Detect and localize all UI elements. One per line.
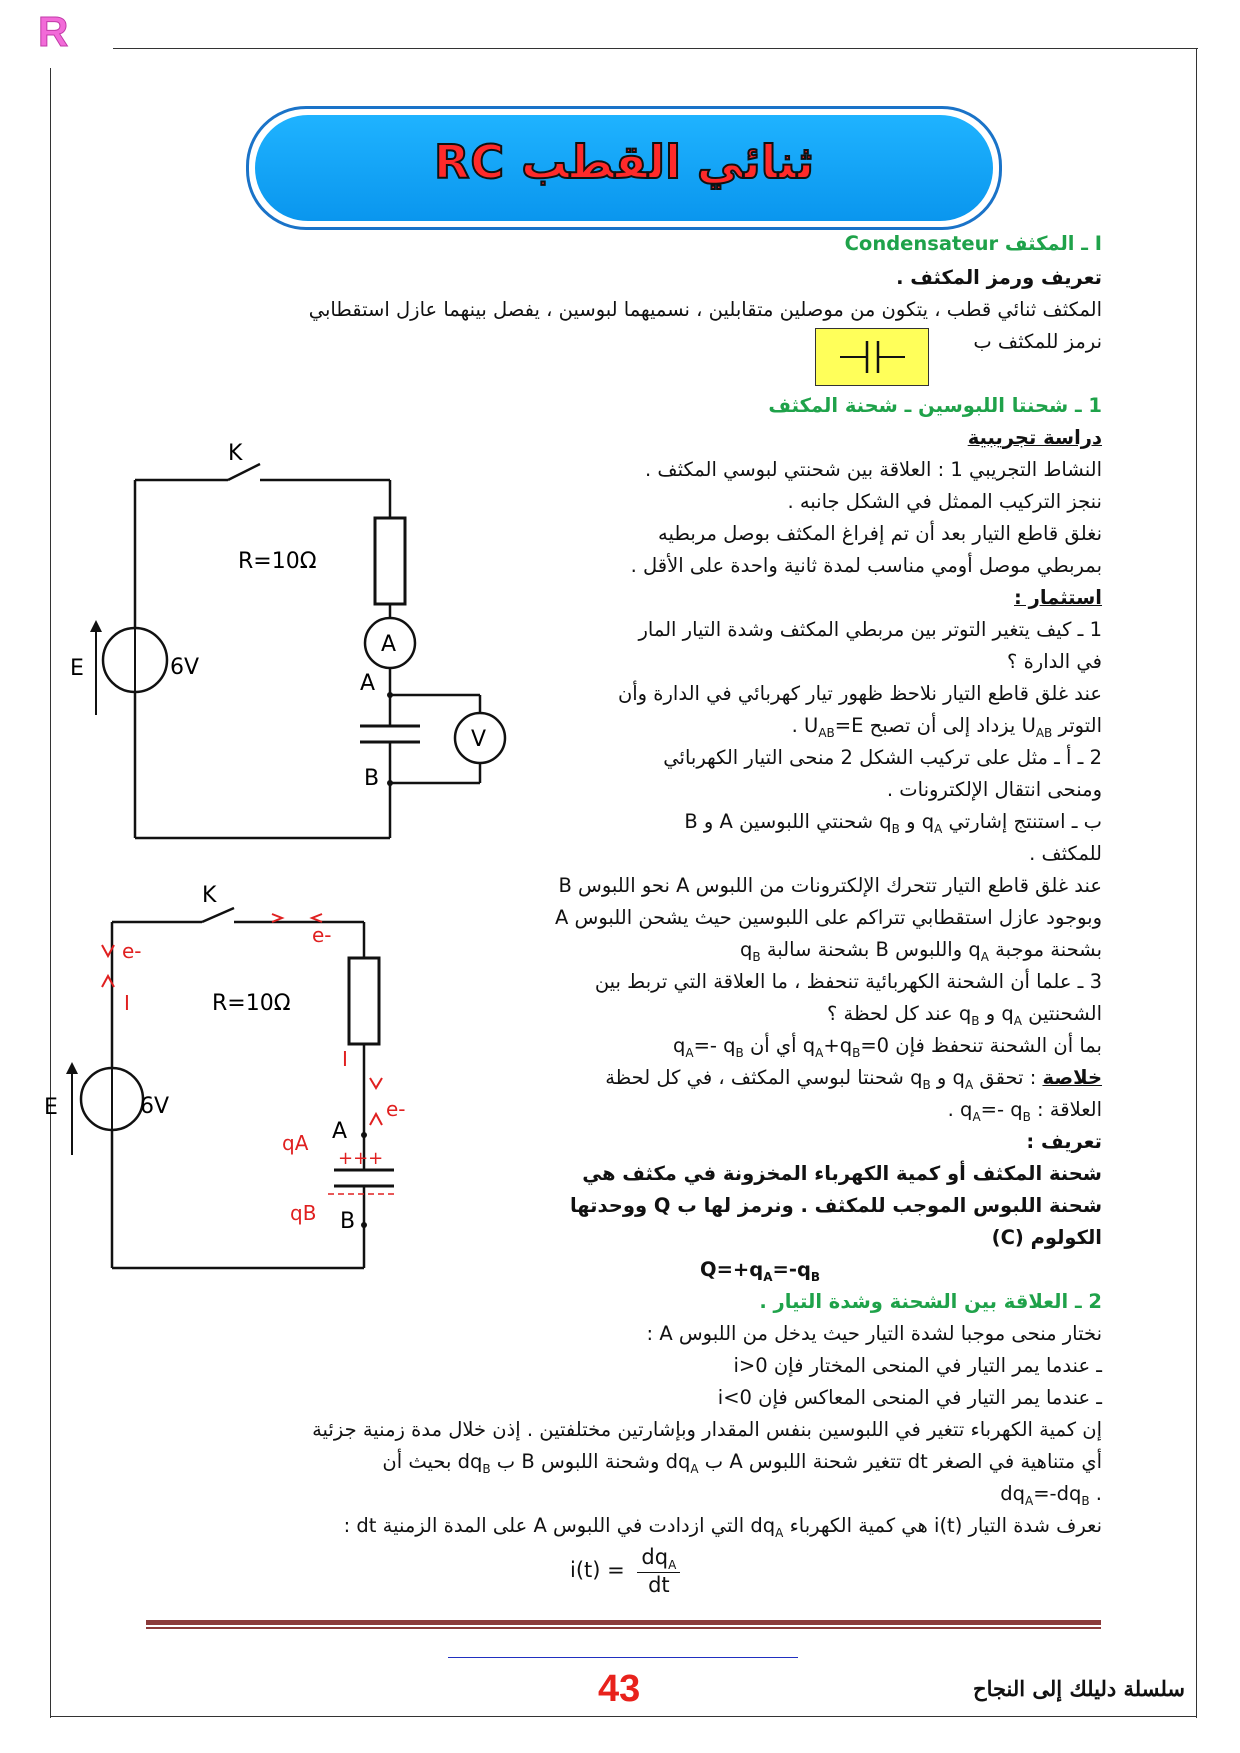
text-line: الكولوم (C) — [991, 1226, 1102, 1249]
label-electron: e- — [312, 923, 332, 947]
frame-line — [1196, 48, 1197, 1718]
text-line: بما أن الشحنة تنحفظ فإن $q_A+q_B=0$ أي أن $q_A=-$ $q_B$ — [672, 1034, 1102, 1060]
text-line: نرمز للمكثف ب — [973, 330, 1102, 353]
circuit-diagram-2 — [42, 870, 462, 1280]
charge-formula: $Q=+q_A=-q_B$ — [700, 1258, 821, 1284]
subsection-heading: 1 ـ شحنتا اللبوسين ـ شحنة المكثف — [768, 394, 1102, 417]
text-line: بشحنة موجبة $q_A$ واللبوس B بشحنة سالبة $q_B$ — [740, 938, 1102, 964]
series-title: سلسلة دليلك إلى النجاح — [973, 1676, 1185, 1701]
text-line: الشحنتين $q_A$ و $q_B$ عند كل لحظة ؟ — [826, 1002, 1102, 1028]
study-heading: دراسة تجريبية — [967, 426, 1102, 449]
text-line: عند غلق قاطع التيار تتحرك الإلكترونات من اللبوس A نحو اللبوس B — [558, 874, 1102, 897]
footer-link-line — [448, 1657, 798, 1658]
summary-line: خلاصة : تحقق $q_A$ و $q_B$ شحنتا لبوسي المكثف ، في كل لحظة — [605, 1066, 1102, 1092]
text-line: نعرف شدة التيار i(t) هي كمية الكهرباء $dq_A$ التي ازدادت في اللبوس A على المدة الزمنية dt : — [343, 1514, 1102, 1540]
label-plus: +++ — [338, 1148, 384, 1169]
text-line: ـ عندما يمر التيار في المنحى المختار فإن i>0 — [733, 1354, 1102, 1377]
circuit-diagram-1 — [60, 440, 530, 840]
text-line: النشاط التجريبي 1 : العلاقة بين شحنتي لبوسي المكثف . — [645, 458, 1102, 481]
label-a: A — [360, 671, 376, 696]
text-line: بمربطي موصل أومي مناسب لمدة ثانية واحدة على الأقل . — [630, 554, 1102, 577]
label-qa: qA — [282, 1131, 309, 1155]
text-line: أي متناهية في الصغر dt تتغير شحنة اللبوس A ب $dq_A$ وشحنة اللبوس B ب $dq_B$ بحيث أن — [382, 1450, 1102, 1476]
definition-label: تعريف : — [1026, 1130, 1102, 1153]
label-current: I — [124, 991, 130, 1015]
capacitor-symbol — [815, 328, 929, 386]
label-e: E — [44, 1095, 58, 1120]
subsection-heading: 2 ـ العلاقة بين الشحنة وشدة التيار . — [759, 1290, 1102, 1313]
page-number: 43 — [598, 1668, 641, 1710]
title-banner — [246, 106, 1002, 230]
label-r: R=10Ω — [238, 549, 317, 574]
definition-heading: تعريف ورمز المكثف . — [896, 266, 1102, 289]
label-k: K — [228, 441, 243, 466]
text-line: ـ عندما يمر التيار في المنحى المعاكس فإن i<0 — [717, 1386, 1102, 1409]
label-b: B — [340, 1209, 356, 1234]
text-line: نختار منحى موجبا لشدة التيار حيث يدخل من اللبوس A : — [646, 1322, 1102, 1345]
text-line: نغلق قاطع التيار بعد أن تم إفراغ المكثف بوصل مربطيه — [657, 522, 1102, 545]
label-k: K — [202, 883, 217, 908]
text-line: شحنة المكثف أو كمية الكهرباء المخزونة في مكثف هي — [582, 1162, 1102, 1185]
capacitor-symbol-icon — [816, 329, 928, 385]
text-line: في الدارة ؟ — [1007, 650, 1102, 673]
text-line: للمكثف . — [1029, 842, 1102, 865]
text-line: 3 ـ علما أن الشحنة الكهربائية تنحفظ ، ما العلاقة التي تربط بين — [594, 970, 1102, 993]
frame-line — [113, 48, 1198, 49]
label-e: E — [70, 656, 84, 681]
footer-rule — [146, 1620, 1101, 1625]
label-current: I — [342, 1047, 348, 1071]
label-voltmeter: V — [471, 727, 487, 752]
frame-line — [50, 1716, 1197, 1717]
current-equation: i(t) = $\frac{dq_A}{dt}$ — [570, 1545, 680, 1597]
text-line: . $dq_A=-dq_B$ — [1000, 1482, 1102, 1508]
text-line: إن كمية الكهرباء تتغير في اللبوسين بنفس المقدار وبإشارتين مختلفتين . إذن خلال مدة زمنية جزئية — [312, 1418, 1102, 1441]
label-b: B — [364, 766, 380, 791]
text-line: العلاقة : $q_A=-$ $q_B$ . — [947, 1098, 1102, 1124]
label-r: R=10Ω — [212, 991, 291, 1016]
text-line: ب ـ استنتج إشارتي $q_A$ و $q_B$ شحنتي اللبوسين A و B — [684, 810, 1102, 836]
label-a: A — [332, 1119, 348, 1144]
label-electron: e- — [386, 1097, 406, 1121]
text-line: عند غلق قاطع التيار نلاحظ ظهور تيار كهربائي في الدارة وأن — [617, 682, 1102, 705]
text-line: 1 ـ كيف يتغير التوتر بين مربطي المكثف وشدة التيار المار — [638, 618, 1102, 641]
footer-rule — [146, 1627, 1101, 1629]
logo: R — [38, 8, 69, 55]
label-6v: 6V — [170, 655, 200, 680]
text-line: وبوجود عازل استقطابي تتراكم على اللبوسين حيث يشحن اللبوس A — [555, 906, 1102, 929]
text-line: شحنة اللبوس الموجب للمكثف . ونرمز لها ب Q ووحدتها — [569, 1194, 1102, 1217]
text-line: التوتر $U_{AB}$ يزداد إلى أن تصبح $U_{AB}=E$ . — [791, 714, 1102, 740]
text-line: المكثف ثنائي قطب ، يتكون من موصلين متقابلين ، نسميهما لبوسين ، يفصل بينهما عازل استقطابي — [308, 298, 1102, 321]
label-qb: qB — [290, 1201, 317, 1225]
label-ammeter: A — [381, 632, 397, 657]
page-title: ثنائي القطب RC — [433, 135, 814, 189]
section-heading: I ـ المكثف Condensateur — [844, 232, 1102, 255]
text-line: 2 ـ أ ـ مثل على تركيب الشكل 2 منحى التيار الكهربائي — [663, 746, 1102, 769]
text-line: ننجز التركيب الممثل في الشكل جانبه . — [787, 490, 1102, 513]
label-electron: e- — [122, 939, 142, 963]
label-6v: 6V — [140, 1094, 170, 1119]
text-line: ومنحى انتقال الإلكترونات . — [886, 778, 1102, 801]
exploit-heading: استثمار : — [1014, 586, 1102, 609]
